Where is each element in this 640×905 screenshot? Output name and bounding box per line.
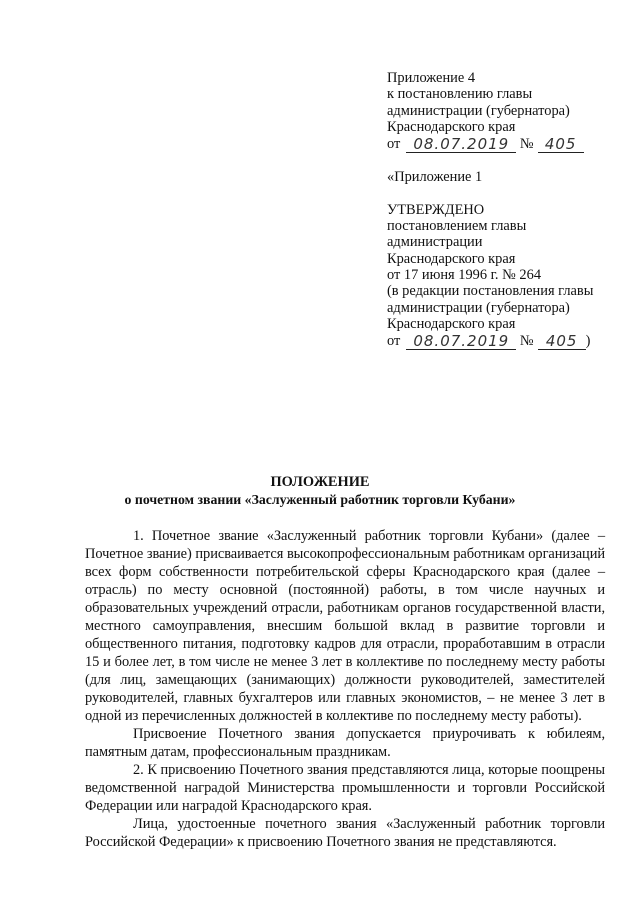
document-body bbox=[85, 527, 605, 851]
inner-attachment-line: Краснодарского края bbox=[387, 250, 516, 267]
inner-attachment-line: Краснодарского края bbox=[387, 315, 516, 332]
handwritten-date: 08.07.2019 bbox=[413, 332, 510, 351]
inner-attachment-line: администрации (губернатора) bbox=[387, 299, 570, 316]
number-label: № bbox=[519, 333, 534, 350]
handwritten-number: 405 bbox=[544, 135, 577, 154]
inner-attachment-line: (в редакции постановления главы bbox=[387, 283, 594, 300]
handwritten-date: 08.07.2019 bbox=[413, 135, 510, 154]
inner-attachment-line: администрации bbox=[387, 234, 483, 251]
attachment-line: Краснодарского края bbox=[387, 118, 516, 135]
body-paragraph: Лица, удостоенные почетного звания «Заслуженный работник торговли Российской Федерации» к присвоению Почетного звания не представляются. bbox=[85, 816, 605, 850]
body-paragraph: 2. К присвоению Почетного звания представляются лица, которые поощрены ведомственной наградой Министерства промышленности и торговли Российской Федерации или наградой Краснодарского края. bbox=[85, 762, 605, 814]
attachment-line: Приложение 4 bbox=[387, 70, 476, 86]
from-label: от bbox=[387, 333, 401, 350]
inner-attachment-title: «Приложение 1 bbox=[387, 169, 483, 186]
number-label: № bbox=[519, 136, 534, 153]
document-title: ПОЛОЖЕНИЕ bbox=[270, 474, 370, 490]
inner-attachment-line: постановлением главы bbox=[387, 218, 527, 235]
date-field bbox=[406, 332, 516, 350]
number-field bbox=[538, 135, 584, 153]
document-subtitle: о почетном звании «Заслуженный работник торговли Кубани» bbox=[124, 492, 516, 507]
body-paragraph: Присвоение Почетного звания допускается приурочивать к юбилеям, памятным датам, профессиональным праздникам. bbox=[85, 726, 605, 760]
date-field bbox=[406, 135, 516, 153]
attachment-date-line bbox=[387, 135, 627, 153]
body-paragraph: 1. Почетное звание «Заслуженный работник торговли Кубани» (далее – Почетное звание) присваивается высокопрофессиональным работникам организаций всех форм собственности потребительской сферы Краснодарского края (далее – отрасль) по месту основной (постоянной) работы, в том числе научных и образовательных учреждений отрасли, работникам органов государственной власти, местного самоуправления, внесшим большой вклад в развитие торговли и общественного питания, подготовку кадров для отрасли, проработавшим в отрасли 15 и более лет, в том числе не менее 3 лет в коллективе по последнему месту работы (для лиц, замещающих (занимающих) должности руководителей, заместителей руководителей, главных бухгалтеров или главных экономистов, – не менее 3 лет в одной из перечисленных должностей в коллективе по последнему месту работы). bbox=[85, 528, 605, 724]
from-label: от bbox=[387, 136, 401, 153]
handwritten-number: 405 bbox=[545, 332, 578, 351]
attachment-line: к постановлению главы bbox=[387, 86, 533, 103]
approved-label: УТВЕРЖДЕНО bbox=[387, 201, 485, 218]
closing-paren: ) bbox=[585, 333, 591, 350]
inner-attachment-line: от 17 июня 1996 г. № 264 bbox=[387, 266, 542, 283]
inner-attachment-date-line bbox=[387, 332, 627, 350]
number-field bbox=[538, 332, 586, 350]
attachment-line: администрации (губернатора) bbox=[387, 102, 570, 119]
attachment-header bbox=[387, 70, 627, 350]
document-title-block bbox=[0, 474, 640, 508]
